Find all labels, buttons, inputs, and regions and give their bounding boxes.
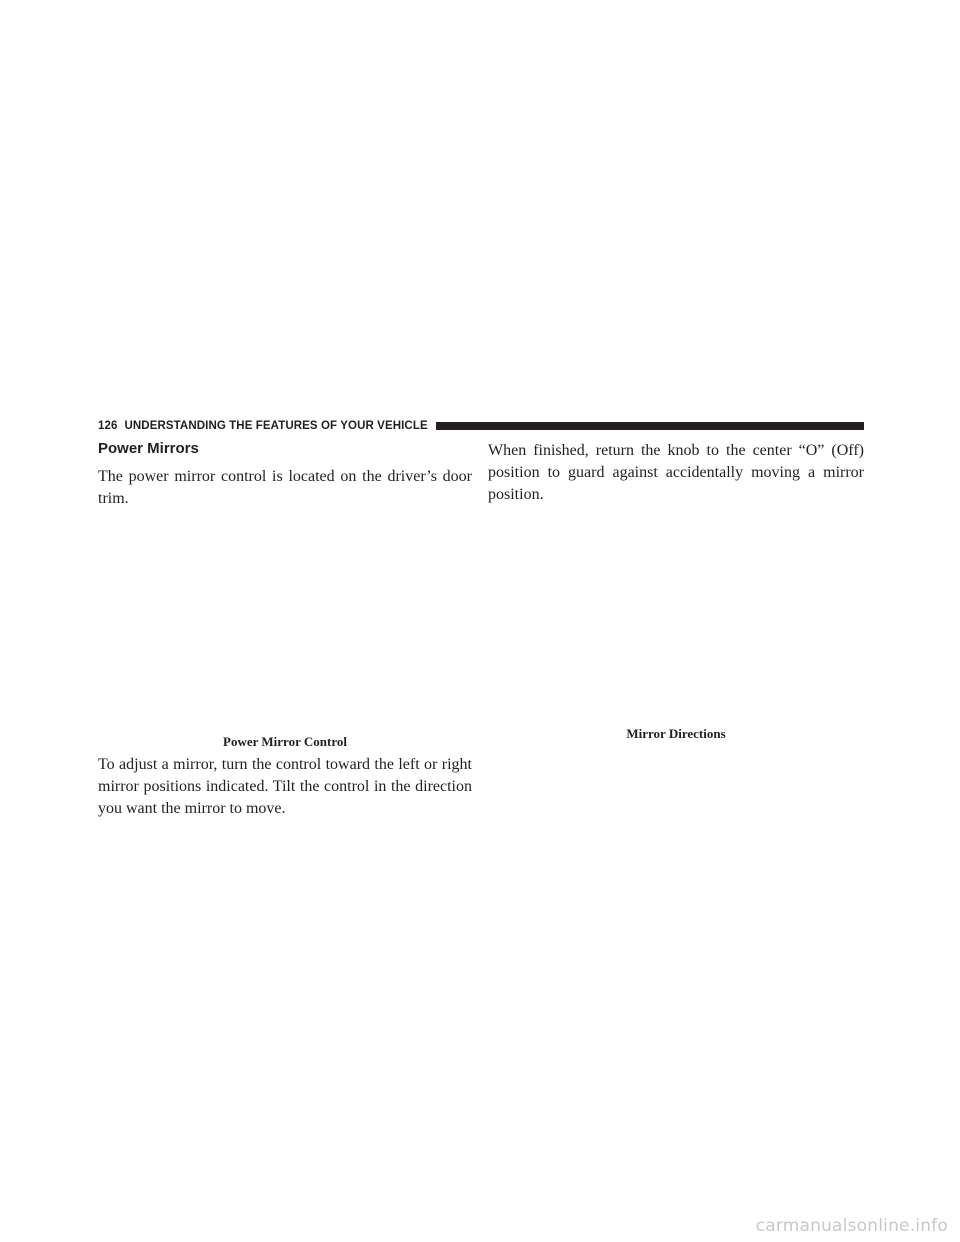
right-column-paragraph: When finished, return the knob to the center “O” (Off) position to guard against accidentally moving a mirror position. bbox=[488, 442, 864, 503]
mirror-directions-figure bbox=[488, 510, 864, 720]
page-number: 126 bbox=[98, 420, 118, 432]
power-mirror-control-figure bbox=[98, 520, 472, 725]
watermark: carmanualsonline.info bbox=[755, 1216, 948, 1236]
header-rule bbox=[436, 422, 864, 430]
intro-paragraph: The power mirror control is located on the driver’s door trim. bbox=[98, 468, 472, 507]
mirror-directions-caption: Mirror Directions bbox=[626, 726, 726, 741]
power-mirror-control-caption: Power Mirror Control bbox=[223, 734, 347, 749]
running-header bbox=[98, 418, 864, 434]
section-title: UNDERSTANDING THE FEATURES OF YOUR VEHICLE bbox=[124, 420, 428, 432]
section-heading: Power Mirrors bbox=[98, 440, 199, 457]
instructions-paragraph: To adjust a mirror, turn the control toward the left or right mirror positions indicated. Tilt the control in the direction you want the mirror to move. bbox=[98, 756, 472, 817]
